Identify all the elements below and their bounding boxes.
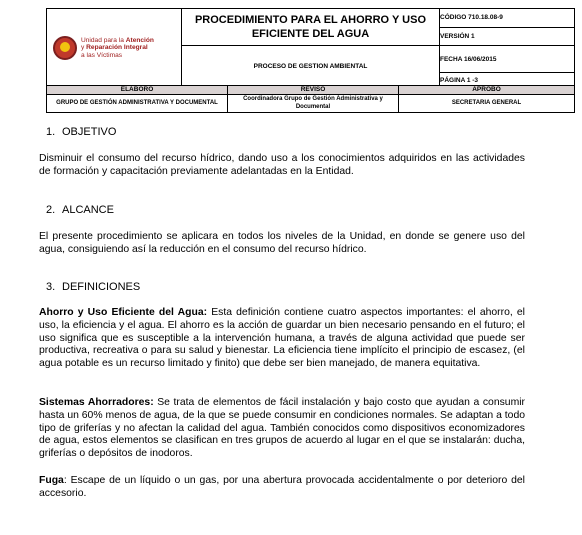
- fecha: FECHA 16/06/2015: [440, 46, 575, 73]
- section-heading-definiciones: 3. DEFINICIONES: [46, 281, 141, 293]
- unidad-victimas-logo: [47, 36, 181, 60]
- definition-term: Ahorro y Uso Eficiente del Agua:: [39, 307, 208, 318]
- aprobo-header: APROBÓ: [399, 86, 575, 95]
- aprobo-value: SECRETARIA GENERAL: [399, 95, 575, 113]
- alcance-text: El presente procedimiento se aplicara en todos los niveles de la Unidad, en donde se genere uso del agua, consiguiendo así la reducción en el consumo del recurso hídrico.: [39, 231, 525, 255]
- definition-fuga: Fuga: Escape de un líquido o un gas, por una abertura provocada accidentalmente o por deterioro del accesorio.: [39, 475, 525, 499]
- elaboro-value: GRUPO DE GESTIÓN ADMINISTRATIVA Y DOCUMENTAL: [47, 95, 228, 113]
- document-title: PROCEDIMIENTO PARA EL AHORRO Y USO EFICIENTE DEL AGUA: [194, 14, 427, 40]
- objetivo-text: Disminuir el consumo del recurso hídrico, dando uso a los conocimientos adquiridos en las actividades de formación y capacitación previamente adelantadas en la Entidad.: [39, 153, 525, 177]
- subtitle-cell: [182, 46, 440, 88]
- title-cell: [182, 9, 440, 46]
- section-heading-alcance: 2. ALCANCE: [46, 204, 114, 216]
- document-header: [46, 8, 575, 88]
- version: VERSIÓN 1: [440, 27, 575, 46]
- process-name: PROCESO DE GESTION AMBIENTAL: [253, 63, 368, 70]
- elaboro-header: ELABORÓ: [47, 86, 228, 95]
- reviso-header: REVISÓ: [228, 86, 399, 95]
- section-heading-objetivo: 1. OBJETIVO: [46, 126, 117, 138]
- definition-term: Sistemas Ahorradores:: [39, 397, 154, 408]
- signoff-table: [46, 85, 575, 113]
- pagina: PÁGINA 1 -3: [440, 73, 575, 88]
- logo-cell: [47, 9, 182, 88]
- definition-sistemas: Sistemas Ahorradores: Se trata de elementos de fácil instalación y bajo costo que ayudan a consumir hasta un 60% menos de agua, de la que se puede consumir en condiciones normales. Se adaptan a todo tipo de griferías y no afectan la calidad del agua. También conocidos como dispositivos economizadores de agua, estos elementos se clasifican en tres grupos de acuerdo al lugar en el que se instalarán: ducha, griferías o depósitos de inodoros.: [39, 397, 526, 460]
- definition-ahorro: Ahorro y Uso Eficiente del Agua: Esta definición contiene cuatro aspectos importantes: el ahorro, el uso, la eficiencia y el agua. El ahorro es la acción de guardar un bien necesario pensando en el futuro; el uso significa que es susceptible a la intervención humana, a través de alguna actividad que puede ser productiva, recreativa o para su salud y bienestar. La eficiencia tiene implícito el principio de escasez, (el agua potable es un recurso limitado y finito) que debe ser bien manejado, de manera equitativa.: [39, 307, 525, 370]
- codigo: CÓDIGO 710.18.08-9: [440, 9, 575, 28]
- reviso-value: Coordinadora Grupo de Gestión Administrativa y Documental: [228, 95, 399, 113]
- colombia-seal-icon: [53, 36, 77, 60]
- definition-term: Fuga: [39, 475, 64, 486]
- logo-text: Unidad para la Atención y Reparación Integral a las Víctimas: [81, 37, 154, 59]
